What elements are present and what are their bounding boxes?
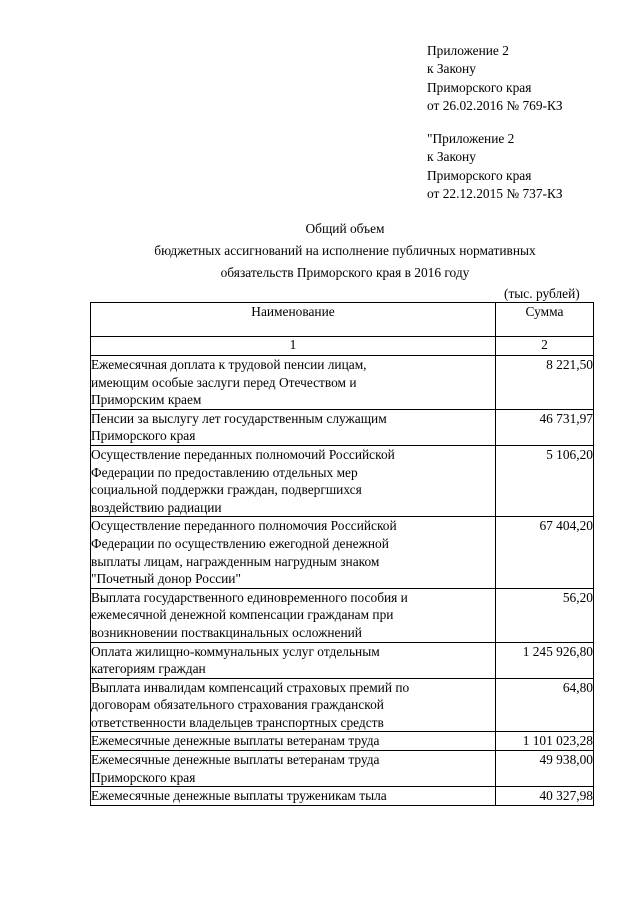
column-number-sum: 2 [496,337,594,356]
row-name-line: ответственности владельцев транспортных средств [91,714,384,730]
row-name-cell [91,356,496,410]
row-name-line: Ежемесячная доплата к трудовой пенсии лицам, [91,357,367,372]
annex-note-original [427,130,563,204]
column-number-name: 1 [91,337,496,356]
row-name-line: выплаты лицам, награжденным нагрудным знаком [91,553,380,569]
row-name-line: Осуществление переданного полномочия Российской [91,518,397,534]
document-title [0,218,640,284]
header-name: Наименование [91,303,496,337]
annex-line: Приморского края [427,167,532,183]
row-name-cell [91,678,496,732]
annex-line: к Закону [427,61,476,77]
row-name-line: Приморским краем [91,392,202,408]
row-name-line: категориям граждан [91,661,206,677]
row-name-line: имеющим особые заслуги перед Отечеством и [91,374,357,390]
row-name-line: Выплата государственного единовременного пособия и [91,589,408,605]
row-name-line: Федерации по осуществлению ежегодной денежной [91,535,389,551]
table-row [91,642,594,678]
table-header-row [91,303,594,337]
row-name-cell [91,732,496,751]
budget-table [90,302,594,806]
row-name-line: договорам обязательного страхования гражданской [91,697,384,713]
annex-line: Приморского края [427,79,532,95]
row-name-line: Ежемесячные денежные выплаты труженикам тыла [91,788,387,804]
row-name-line: Приморского края [91,428,196,444]
row-name-cell [91,445,496,516]
annex-note-current [427,42,563,116]
row-name-line: Федерации по предоставлению отдельных мер [91,464,358,480]
row-name-cell [91,409,496,445]
row-name-line: ежемесячной денежной компенсации гражданам при [91,607,394,623]
row-name-line: Оплата жилищно-коммунальных услуг отдельным [91,643,380,659]
row-name-line: Ежемесячные денежные выплаты ветеранам труда [91,733,380,749]
row-name-cell [91,517,496,588]
table-row [91,678,594,732]
row-name-line: социальной поддержки граждан, подвергшихся [91,482,362,498]
row-sum-cell: 46 731,97 [496,409,594,445]
table-body [91,356,594,806]
row-name-line: Осуществление переданных полномочий Российской [91,446,395,462]
row-name-line: Ежемесячные денежные выплаты ветеранам труда [91,752,380,768]
row-sum-cell: 1 245 926,80 [496,642,594,678]
title-line: обязательств Приморского края в 2016 году [220,265,470,280]
table-row [91,517,594,588]
row-sum-cell: 5 106,20 [496,445,594,516]
header-sum: Сумма [496,303,594,337]
row-sum-cell: 8 221,50 [496,356,594,410]
row-name-line: Пенсии за выслугу лет государственным служащим [91,410,387,426]
row-sum-cell: 67 404,20 [496,517,594,588]
row-sum-cell: 56,20 [496,588,594,642]
title-line: бюджетных ассигнований на исполнение публичных нормативных [154,243,536,258]
row-sum-cell: 49 938,00 [496,751,594,787]
row-name-line: Выплата инвалидам компенсаций страховых премий по [91,679,410,695]
row-name-cell [91,787,496,806]
row-name-line: возникновении поствакцинальных осложнений [91,624,362,640]
row-name-line: Приморского края [91,769,196,785]
table-row [91,409,594,445]
row-name-cell [91,751,496,787]
column-number-row [91,337,594,356]
annex-line: к Закону [427,149,476,165]
row-sum-cell: 64,80 [496,678,594,732]
annex-line: "Приложение 2 [427,131,515,146]
annex-line: Приложение 2 [427,43,509,58]
table-row [91,732,594,751]
row-sum-cell: 40 327,98 [496,787,594,806]
title-line: Общий объем [305,221,385,236]
table-row [91,787,594,806]
row-name-cell [91,588,496,642]
table-row [91,751,594,787]
units-note: (тыс. рублей) [504,286,580,301]
row-sum-cell: 1 101 023,28 [496,732,594,751]
table-row [91,588,594,642]
table-row [91,445,594,516]
row-name-cell [91,642,496,678]
annex-line: от 26.02.2016 № 769-КЗ [427,98,563,114]
table-row [91,356,594,410]
row-name-line: "Почетный донор России" [91,571,241,587]
annex-line: от 22.12.2015 № 737-КЗ [427,186,563,202]
row-name-line: воздействию радиации [91,499,222,515]
